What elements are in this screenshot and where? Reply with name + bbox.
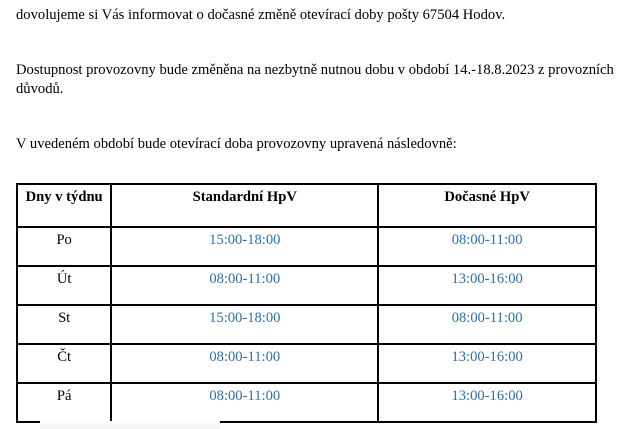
header-temporary-hours: Dočasné HpV <box>379 185 597 228</box>
temporary-hours-cell: 13:00-16:00 <box>379 384 597 423</box>
standard-hours-cell: 08:00-11:00 <box>112 345 379 384</box>
table-row <box>18 267 597 306</box>
schedule-intro-paragraph: V uvedeném období bude otevírací doba provozovny upravená následovně: <box>16 136 457 152</box>
table-row <box>18 384 597 423</box>
standard-hours-cell: 08:00-11:00 <box>112 267 379 306</box>
table-row <box>18 306 597 345</box>
table-row <box>18 345 597 384</box>
table-header-row <box>18 185 597 228</box>
opening-hours-table <box>16 183 597 423</box>
header-days: Dny v týdnu <box>18 185 112 228</box>
standard-hours-cell: 15:00-18:00 <box>112 306 379 345</box>
cropped-text-fragment <box>40 421 220 429</box>
temporary-hours-cell: 08:00-11:00 <box>379 306 597 345</box>
intro-paragraph: dovolujeme si Vás informovat o dočasné změně otevírací doby pošty 67504 Hodov. <box>16 7 506 23</box>
day-cell: Čt <box>18 345 112 384</box>
temporary-hours-cell: 13:00-16:00 <box>379 345 597 384</box>
day-cell: Út <box>18 267 112 306</box>
availability-paragraph: Dostupnost provozovny bude změněna na nezbytně nutnou dobu v období 14.-18.8.2023 z provozních důvodů. <box>16 62 614 97</box>
day-cell: St <box>18 306 112 345</box>
temporary-hours-cell: 13:00-16:00 <box>379 267 597 306</box>
day-cell: Pá <box>18 384 112 423</box>
standard-hours-cell: 08:00-11:00 <box>112 384 379 423</box>
table-row <box>18 228 597 267</box>
temporary-hours-cell: 08:00-11:00 <box>379 228 597 267</box>
header-standard-hours: Standardní HpV <box>112 185 379 228</box>
standard-hours-cell: 15:00-18:00 <box>112 228 379 267</box>
day-cell: Po <box>18 228 112 267</box>
